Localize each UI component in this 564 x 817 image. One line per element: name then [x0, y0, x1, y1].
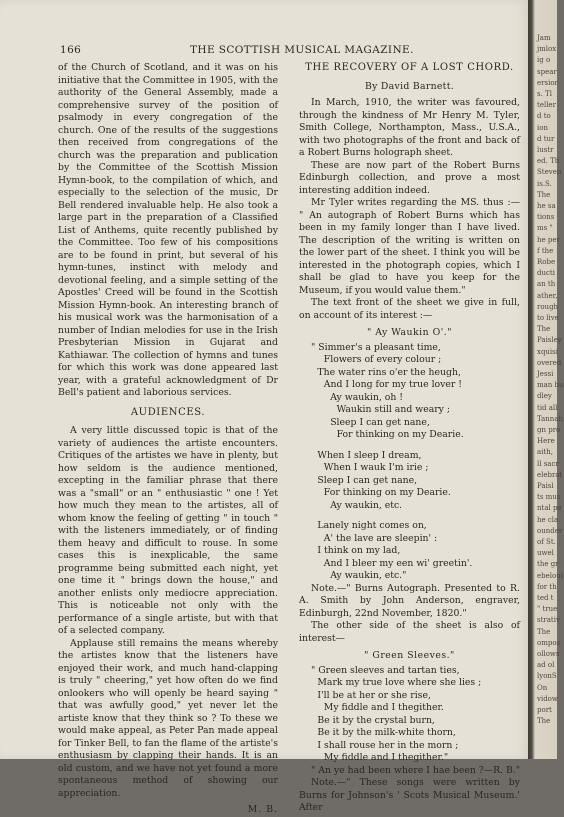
adjacent-page-fragment: f the — [537, 246, 554, 255]
left-column — [58, 62, 278, 817]
stanza-break — [299, 512, 520, 520]
poem-line: Be it by the milk-white thorn, — [317, 727, 456, 738]
adjacent-page-fragment: Paisley — [537, 336, 562, 345]
poem-line: Ay waukin, etc." — [330, 570, 407, 581]
adjacent-page-fragment: ntal pe — [537, 504, 562, 513]
adjacent-page-fragment: teller — [537, 101, 556, 110]
stanza-break — [299, 442, 520, 450]
adjacent-page-fragment: The — [537, 325, 551, 334]
church-paragraph: of the Church of Scotland, and it was on his initiative that the Committee in 1905, with the authority of the General Assembly, made a comprehensive survey of the position of psalmody in every congregation of the church. One of the results of the suggestions then received from congregations of the church was the preparation and publication by the Committee of the Scottish Mission Hymn-book, to the compilation of which, and especially to the selection of the music, Dr Bell rendered invaluable help. He also took a large part in the preparation of a Classified List of Anthems, quite recently published by the Committee. Too few of his compositions are to be found in print, but several of his hymn-tunes, instinct with melody and devotional feeling, and a simple setting of the Apostles' Creed will be found in the Scottish Mission Hymn-book. An interesting branch of his musical work was the harmonisation of a number of Indian melodies for use in the Irish Presbyterian Mission in Gujarat and Kathiawar. The collection of hymns and tunes for which this work was done appeared last year, with a grateful acknowledgment of Dr Bell's patient and laborious services. — [58, 62, 278, 398]
adjacent-page-fragment: ebeloui — [537, 571, 563, 580]
poem-green-sleeves — [299, 665, 520, 778]
poem-line: The water rins o'er the heugh, — [317, 366, 461, 378]
songs-note: Note.—" These songs were written by Burns for Johnson's ' Scots Musical Museum.' After — [299, 777, 520, 813]
audiences-heading: AUDIENCES. — [130, 406, 206, 418]
adjacent-page-fragment: ted t — [537, 594, 554, 602]
adjacent-page-fragment: ersior — [537, 78, 558, 87]
adjacent-page-fragment: uwel — [537, 549, 554, 558]
running-header — [60, 44, 500, 56]
poem-line: Sleep I can get nane, — [330, 416, 430, 428]
adjacent-page-fragment: gn pro — [537, 426, 561, 434]
poem-ay-waukin — [299, 342, 520, 583]
poem-line: And I long for my true lover ! — [323, 379, 463, 390]
page-number: 166 — [60, 44, 82, 56]
article-byline: By David Barnett. — [364, 80, 454, 92]
poem-line: " Simmer's a pleasant time, — [311, 341, 441, 353]
running-title: THE SCOTTISH MUSICAL MAGAZINE. — [190, 44, 414, 56]
poem-line: Be it by the crystal burn, — [317, 714, 435, 726]
audiences-paragraph-2: Applause still remains the means whereby the artistes know that the listeners have enjoyed their work, and much hand-clapping is truly " cheering," yet how often do we find onlookers who will openly be heard saying " that was awfully good," yet never let the artiste know that they think so ? To these we would make appeal, as Peter Pan made appeal for Tinker Bell, to fan the flame of the artiste's enthusiasm by clapping their hands. It is an old custom, and we have not yet found a more spontaneous method of showing our appreciation. — [58, 637, 278, 799]
adjacent-page-fragment: On — [537, 683, 548, 692]
adjacent-page-fragment: ig o — [537, 56, 551, 65]
adjacent-page-fragment: The — [537, 717, 551, 726]
adjacent-page-fragment: port — [537, 706, 552, 714]
adjacent-page-fragment: ll sacr — [537, 459, 559, 468]
poem-line: I'll be at her or she rise, — [317, 689, 431, 701]
adjacent-page-edge — [528, 0, 564, 759]
adjacent-page-fragment: spear — [537, 67, 557, 76]
adjacent-page-fragment: tid all — [537, 403, 558, 412]
adjacent-page-fragment: an th — [537, 280, 556, 289]
poem-line: My fiddle and I thegither." — [323, 752, 449, 763]
adjacent-page-fragment: is.S. — [537, 179, 552, 188]
adjacent-page-fragment: strativ — [537, 616, 560, 625]
poem-line: " Green sleeves and tartan ties, — [311, 664, 460, 676]
article-heading: THE RECOVERY OF A LOST CHORD. — [305, 62, 514, 73]
article-paragraph-2: These are now part of the Robert Burns Edinburgh collection, and prove a most interesting addition indeed. — [299, 159, 520, 196]
poem-title-ay-waukin: " Ay Waukin O'." — [366, 327, 452, 338]
poem-line: Sleep I can get nane, — [317, 474, 418, 486]
adjacent-page-fragment: " true — [537, 605, 558, 614]
article-paragraph-3: Mr Tyler writes regarding the MS. thus :— " An autograph of Robert Burns which has been in my family longer than I have lived. The description of the writing is written on the lower part of the sheet. I think you will be interested in the photograph copies, which I shall be glad to have you keep for the Museum, if you would value them." — [299, 197, 520, 296]
adjacent-page-fragment: ducti — [537, 269, 555, 278]
adjacent-page-fragment: ms " — [537, 224, 553, 233]
poem-line: When I wauk I'm irie ; — [323, 462, 429, 473]
poem-line: For thinking on my Dearie. — [323, 487, 451, 498]
adjacent-page-fragment: jmlox — [537, 45, 557, 54]
adjacent-page-fragment: d to — [537, 112, 551, 121]
adjacent-page-fragment: rough — [537, 302, 559, 311]
poem-line: Ay waukin, etc. — [330, 499, 403, 511]
poem-title-green-sleeves: " Green Sleeves." — [364, 650, 455, 661]
adjacent-page-fragment: Steven — [537, 168, 562, 177]
adjacent-page-fragment: vidow — [537, 694, 558, 703]
poem-line: And I bleer my een wi' greetin'. — [323, 557, 473, 569]
adjacent-page-fragment: Jam — [537, 34, 551, 42]
poem-line: Mark my true love where she lies ; — [317, 677, 482, 688]
poem-line: My fiddle and I thegither. — [323, 702, 444, 713]
adjacent-page-fragment: Jessi — [537, 370, 554, 378]
adjacent-page-fragment: elebrat — [537, 470, 563, 479]
adjacent-page-fragment: he per — [537, 235, 560, 244]
adjacent-page-fragment: tions — [537, 213, 555, 222]
adjacent-page-fragment: the gr — [537, 560, 559, 569]
article-paragraph-4: The text front of the sheet we give in full, on account of its interest :— — [299, 297, 520, 321]
article-paragraph-5: The other side of the sheet is also of interest— — [299, 620, 520, 644]
poem-line: I think on my lad, — [317, 545, 401, 556]
adjacent-page-fragment: d tur — [537, 134, 555, 143]
adjacent-page-fragment: ts mus — [537, 493, 561, 502]
poem-line: Ay waukin, oh ! — [330, 391, 404, 403]
adjacent-page-fragment: Here — [537, 437, 555, 446]
adjacent-page-fragment: lyonS — [537, 672, 557, 681]
poem-line: When I sleep I dream, — [317, 449, 422, 461]
adjacent-page-fragment: ollows — [537, 650, 560, 658]
poem-line: I shall rouse her in the morn ; — [317, 739, 459, 751]
adjacent-page-fragment: dley — [537, 392, 552, 401]
adjacent-page-fragment: man bu — [537, 381, 564, 390]
poem-line: For thinking on my Dearie. — [336, 429, 464, 440]
adjacent-page-fragment: Tannah — [537, 414, 563, 423]
adjacent-page-fragment: he cla — [537, 515, 559, 524]
adjacent-page-fragment: he sa — [537, 202, 556, 210]
adjacent-page-fragment: lustr — [537, 146, 554, 154]
adjacent-page-fragment: The — [537, 627, 551, 636]
adjacent-page-fragment: ompos — [537, 638, 561, 647]
adjacent-page-fragment: ather, — [537, 291, 558, 300]
right-column — [299, 62, 520, 815]
adjacent-page-fragment: ion — [537, 123, 548, 132]
adjacent-page-fragment: xquisi — [537, 347, 559, 356]
adjacent-page-fragment: for th — [537, 582, 557, 591]
adjacent-page-fragment: ed. Th — [537, 157, 560, 166]
adjacent-page-fragment: aith, — [537, 448, 553, 457]
poem-line: A' the lave are sleepin' : — [323, 532, 438, 544]
poem-line: " An ye had been where I hae been ?—R. B." — [311, 764, 521, 776]
adjacent-page-fragment: The — [537, 190, 551, 199]
adjacent-page-fragment: Paisl — [537, 482, 554, 490]
burns-autograph-note: Note.—" Burns Autograph. Presented to R. A. Smith by John Anderson, engraver, Edinburgh, 22nd November, 1820." — [299, 582, 520, 619]
adjacent-page-fragment: to live — [537, 314, 559, 322]
article-paragraph-1: In March, 1910, the writer was favoured, through the kindness of Mr Henry M. Tyler, Smith College, Northampton, Mass., U.S.A., with two photographs of the front and back of a Robert Burns holograph sheet. — [299, 97, 520, 158]
poem-line: Lanely night comes on, — [317, 520, 427, 531]
poem-line: Flowers of every colour ; — [323, 354, 442, 365]
adjacent-page-fragment: of St. — [537, 538, 556, 546]
poem-line: Waukin still and weary ; — [336, 404, 451, 415]
adjacent-page-fragment: s. Tl — [537, 90, 552, 98]
adjacent-page-fragment: ad ol — [537, 661, 555, 670]
adjacent-page-fragment: ounder — [537, 526, 563, 535]
adjacent-page-fragment: overed — [537, 358, 562, 367]
author-signature: M. B. — [247, 804, 278, 815]
audiences-paragraph-1: A very little discussed topic is that of the variety of audiences the artiste encounters. Critiques of the artistes we have in plenty, but how seldom is the audience mentioned, excepting in the familiar phrase that there was a "small" or an " enthusiastic " one ! Yet how much they mean to the artistes, all of whom know the feeling of getting " in touch " with the listeners immediately, or of finding them heavy and difficult to rouse. In some cases this is inexplicable, the same programme being submitted each night, yet one time it " brings down the house," and another enlists only mediocre appreciation. This is noticeable not only with the performance of a single artiste, but with that of a selected company. — [58, 425, 278, 636]
adjacent-page-fragment: Robe — [537, 258, 556, 266]
